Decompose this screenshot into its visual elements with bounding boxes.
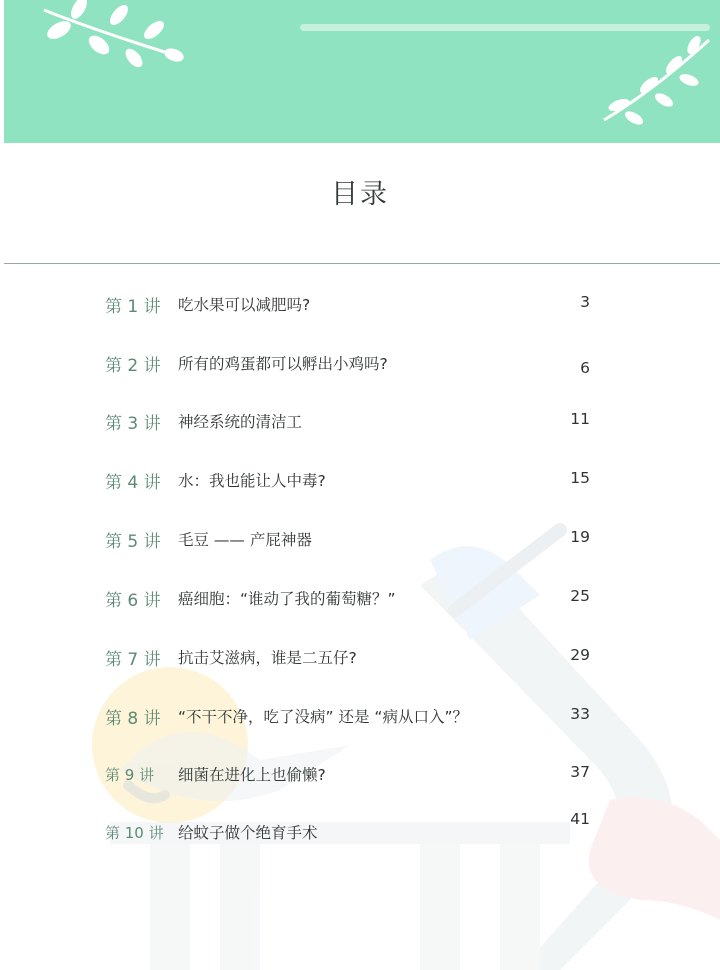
toc-entry[interactable] <box>0 810 720 850</box>
toc-entry[interactable] <box>0 351 720 381</box>
page-number: 37 <box>570 763 590 781</box>
toc-entry[interactable] <box>0 704 720 734</box>
page-number: 19 <box>570 528 590 546</box>
toc-entry[interactable] <box>0 468 720 498</box>
toc-entry[interactable] <box>0 292 720 322</box>
chapter-label: 第 6 讲 <box>105 591 161 611</box>
chapter-heading: 给蚊子做个绝育手术 <box>178 824 318 842</box>
chapter-label: 第 9 讲 <box>105 766 155 784</box>
toc-entry[interactable] <box>0 527 720 557</box>
chapter-heading: 吃水果可以减肥吗? <box>178 296 311 314</box>
chapter-label: 第 1 讲 <box>105 297 161 317</box>
chapter-heading: 水：我也能让人中毒? <box>178 472 326 490</box>
page-number: 15 <box>570 469 590 487</box>
chapter-label: 第 2 讲 <box>105 356 161 376</box>
page-number: 29 <box>570 646 590 664</box>
chapter-heading: 癌细胞：“谁动了我的葡萄糖？” <box>178 590 396 608</box>
page-number: 6 <box>580 359 590 377</box>
chapter-label: 第 7 讲 <box>105 650 161 670</box>
page-number: 41 <box>570 810 590 828</box>
page-number: 11 <box>570 410 590 428</box>
chapter-heading: 毛豆 —— 产屁神器 <box>178 531 312 549</box>
chapter-heading: “不干不净，吃了没病” 还是 “病从口入”？ <box>178 708 468 726</box>
chapter-label: 第 5 讲 <box>105 532 161 552</box>
toc-entry[interactable] <box>0 586 720 616</box>
toc-entry[interactable] <box>0 409 720 439</box>
toc-entry[interactable] <box>0 645 720 675</box>
chapter-label: 第 8 讲 <box>105 709 161 729</box>
page-title: 目录 <box>331 179 389 210</box>
chapter-heading: 神经系统的清洁工 <box>178 413 303 431</box>
page-number: 3 <box>580 293 590 311</box>
page-number: 25 <box>570 587 590 605</box>
chapter-heading: 抗击艾滋病，谁是二五仔? <box>178 649 357 667</box>
chapter-heading: 所有的鸡蛋都可以孵出小鸡吗? <box>178 355 388 373</box>
chapter-label: 第 3 讲 <box>105 414 161 434</box>
page-number: 33 <box>570 705 590 723</box>
toc-entry[interactable] <box>0 762 720 792</box>
chapter-heading: 细菌在进化上也偷懒? <box>178 766 326 784</box>
chapter-label: 第 10 讲 <box>105 824 164 842</box>
chapter-label: 第 4 讲 <box>105 473 161 493</box>
